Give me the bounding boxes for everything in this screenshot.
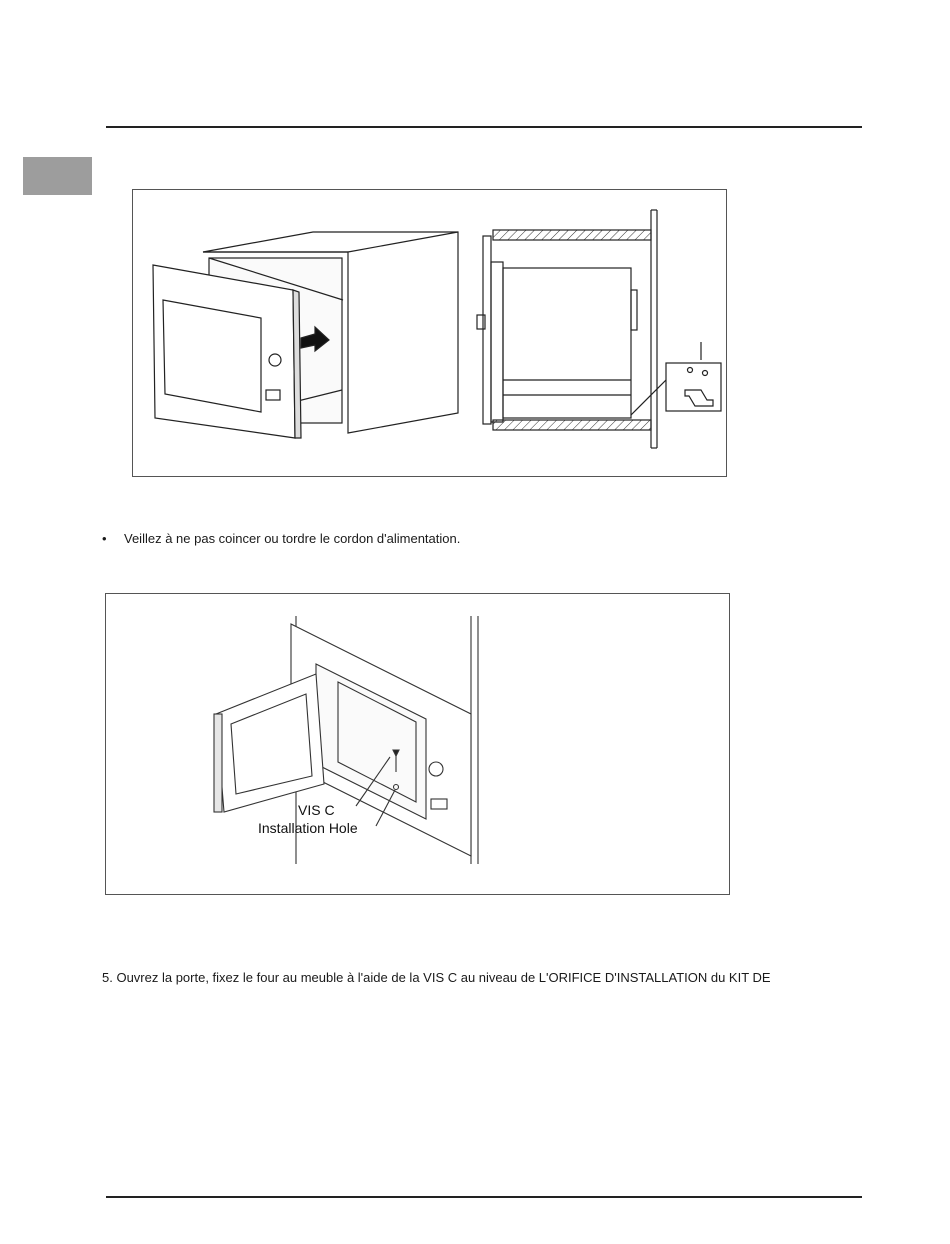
bullet-text: Veillez à ne pas coincer ou tordre le cordon d'alimentation. (124, 531, 461, 546)
header-rule (106, 126, 862, 128)
label-installation-hole: Installation Hole (258, 820, 358, 836)
section-tab (23, 157, 92, 195)
screw-installation-drawing (106, 594, 731, 896)
bullet-symbol: • (102, 531, 107, 546)
bullet-item (102, 531, 460, 546)
figure-oven-insertion (132, 189, 727, 477)
step-5-text: 5. Ouvrez la porte, fixez le four au meuble à l'aide de la VIS C au niveau de L'ORIFICE D'INSTALLATION du KIT DE (102, 970, 771, 985)
figure-screw-installation (105, 593, 730, 895)
label-screw-c: VIS C (298, 802, 335, 818)
footer-rule (106, 1196, 862, 1198)
oven-insertion-drawing (133, 190, 728, 478)
